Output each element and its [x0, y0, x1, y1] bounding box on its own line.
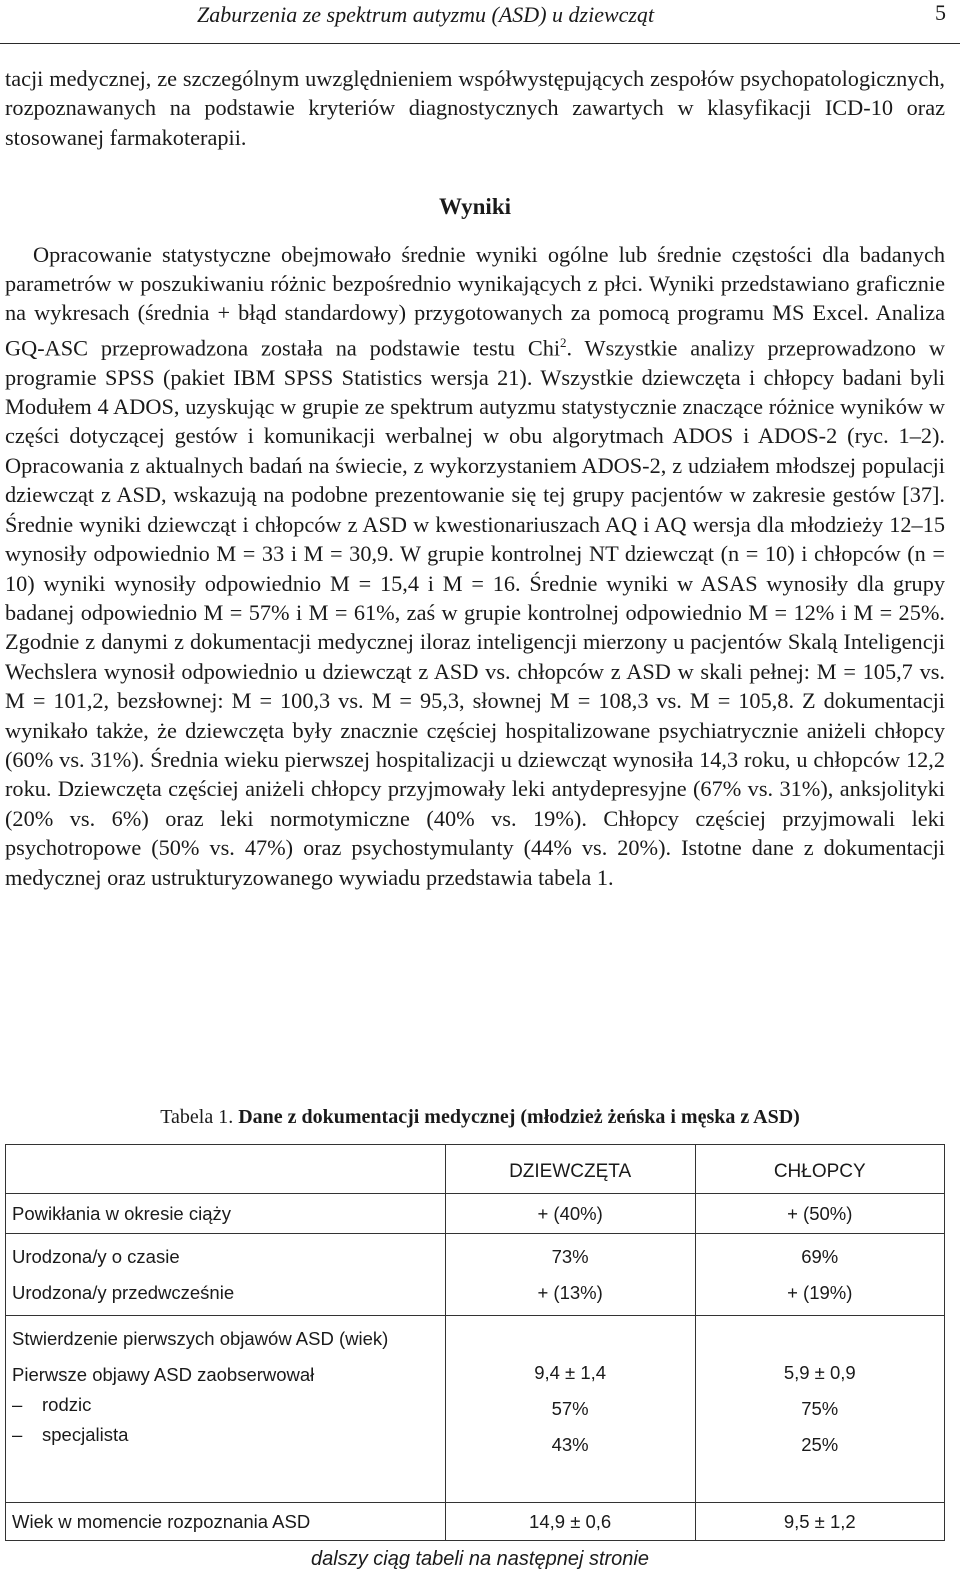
table-row-diagnosis-age [6, 1503, 945, 1541]
row-label-on-time: Urodzona/y o czasie [12, 1245, 180, 1267]
results-paragraph [5, 240, 945, 892]
cell-boys-specialist: 25% [801, 1434, 839, 1455]
column-header-girls: DZIEWCZĘTA [445, 1145, 695, 1194]
cell-boys: 9,5 ± 1,2 [695, 1503, 944, 1541]
table-row-symptoms [6, 1316, 945, 1503]
dash-marker: – [12, 1394, 23, 1415]
row-label: Powikłania w okresie ciąży [6, 1194, 446, 1234]
row-label-birth [6, 1234, 446, 1316]
page-number: 5 [935, 0, 946, 25]
cell-boys-premature: + (19%) [787, 1281, 853, 1303]
row-label-symptoms [6, 1316, 446, 1503]
cell-boys-symptoms [695, 1316, 944, 1503]
table-row-complications [6, 1194, 945, 1234]
dash-marker: – [12, 1424, 23, 1445]
table-caption [0, 1106, 960, 1129]
column-header-boys: CHŁOPCY [695, 1145, 944, 1194]
cell-girls-premature: + (13%) [537, 1281, 603, 1303]
table-caption-prefix: Tabela 1. [160, 1106, 234, 1128]
cell-boys: + (50%) [695, 1194, 944, 1234]
table-header-row [6, 1145, 945, 1194]
row-label-parent-item [12, 1390, 439, 1420]
cell-boys-on-time: 69% [801, 1245, 839, 1267]
row-label-specialist-item [12, 1420, 439, 1450]
medical-data-table [5, 1144, 945, 1541]
chi-superscript: 2 [560, 334, 567, 350]
main-text [5, 64, 945, 892]
cell-girls-parent: 57% [551, 1398, 589, 1419]
cell-girls-symptoms [445, 1316, 695, 1503]
running-title: Zaburzenia ze spektrum autyzmu (ASD) u dziewcząt [197, 2, 655, 27]
row-label-specialist: specjalista [42, 1424, 129, 1445]
cell-girls-first-symptoms: 9,4 ± 1,4 [534, 1362, 607, 1383]
results-text-part2: . Wszystkie analizy przeprowadzono w programie SPSS (pakiet IBM SPSS Statistics wersja 21). Wszystkie dziewczęta i chłopcy badani byli Modułem 4 ADOS, uzyskując w grupie ze spektrum autyzmu statystycznie znaczące różnice wyników w części dotyczącej gestów i komunikacji werbalnej w obu algorytmach ADOS i ADOS-2 (ryc. 1–2). Opracowania z aktualnych badań na świecie, z wykorzystaniem ADOS-2, z udziałem młodszej populacji dziewcząt z ASD, wskazują na podobne prezentowanie się tej grupy pacjentów w zakresie gestów [37]. Średnie wyniki dziewcząt i chłopców z ASD w kwestionariuszach AQ i AQ wersja dla młodzieży 12–15 wynosiły odpowiednio M = 33 i M = 30,9. W grupie kontrolnej NT dziewcząt (n = 10) i chłopców (n = 10) wyniki wynosiły odpowiednio M = 15,4 i M = 16. Średnie wyniki w ASAS wynosiły dla grupy badanej odpowiednio M = 57% i M = 61%, zaś w grupie kontrolnej odpowiednio M = 12% i M = 25%. Zgodnie z danymi z dokumentacji medycznej iloraz inteligencji mierzony u pacjentów Skalą Inteligencji Wechslera wynosił odpowiednio u dziewcząt z ASD vs. chłopców z ASD w skali pełnej: M = 105,7 vs. M = 101,2, bezsłownej: M = 100,3 vs. M = 95,3, słownej M = 108,3 vs. M = 105,8. Z dokumentacji wynikało także, że dziewczęta były znacznie częściej hospitalizowane psychiatrycznie aniżeli chłopcy (60% vs. 31%). Średnia wieku pierwszej hospitalizacji u dziewcząt wynosiła 14,3 roku, u chłopców 12,2 roku. Dziewczęta częściej aniżeli chłopcy przyjmowały leki antydepresyjne (67% vs. 31%), anksjolityki (20% vs. 6%) oraz leki normotymiczne (40% vs. 19%). Chłopcy częściej przyjmowali leki psychotropowe (50% vs. 47%) oraz psychostymulanty (44% vs. 20%). Istotne dane z dokumentacji medycznej oraz ustrukturyzowanego wywiadu przedstawia tabela 1. [5, 335, 945, 890]
table-row-birth [6, 1234, 945, 1316]
header-empty-cell [6, 1145, 446, 1194]
section-heading-results: Wyniki [438, 194, 511, 220]
table-continued-note: dalszy ciąg tabeli na następnej stronie [311, 1548, 649, 1570]
intro-paragraph: tacji medycznej, ze szczególnym uwzględnieniem współwystępujących zespołów psychopatologicznych, rozpoznawanych na podstawie kryteriów diagnostycznych zawartych w klasyfikacji ICD-10 oraz stosowanej farmakoterapii. [5, 66, 945, 150]
cell-girls-birth [445, 1234, 695, 1316]
cell-boys-birth [695, 1234, 944, 1316]
cell-girls: + (40%) [445, 1194, 695, 1234]
cell-girls: 14,9 ± 0,6 [445, 1503, 695, 1541]
cell-girls-on-time: 73% [551, 1245, 589, 1267]
row-label-observed-by: Pierwsze objawy ASD zaobserwował [12, 1364, 315, 1385]
row-label-first-symptoms: Stwierdzenie pierwszych objawów ASD (wiek) [12, 1328, 389, 1349]
results-text-part1: Opracowanie statystyczne obejmowało średnie wyniki ogólne lub średnie częstości dla badanych parametrów w poszukiwaniu różnic bezpośrednio wynikających z płci. Wyniki przedstawiano graficznie na wykresach (średnia + błąd standardowy) przygotowanych za pomocą programu MS Excel. Analiza GQ-ASC przeprowadzona została na podstawie testu Chi [5, 241, 945, 361]
row-label-parent: rodzic [42, 1394, 92, 1415]
row-label: Wiek w momencie rozpoznania ASD [6, 1503, 446, 1541]
running-header [0, 0, 960, 44]
row-label-premature: Urodzona/y przedwcześnie [12, 1281, 235, 1303]
cell-boys-parent: 75% [801, 1398, 839, 1419]
table-caption-title: Dane z dokumentacji medycznej (młodzież żeńska i męska z ASD) [238, 1106, 800, 1128]
cell-girls-specialist: 43% [551, 1434, 589, 1455]
cell-boys-first-symptoms: 5,9 ± 0,9 [783, 1362, 856, 1383]
